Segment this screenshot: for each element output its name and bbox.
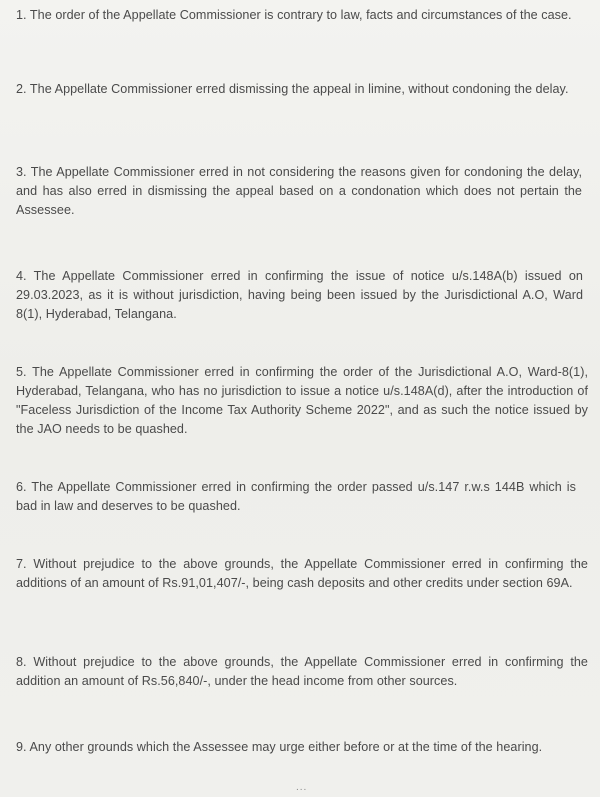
ground-9: 9. Any other grounds which the Assessee may urge either before or at the time of the hearing. [16,740,543,754]
ground-7: 7. Without prejudice to the above grounds, the Appellate Commissioner erred in confirming the additions of an amount of Rs.91,01,407/-, being cash deposits and other credits under section 69A. [16,557,588,590]
ground-4: 4. The Appellate Commissioner erred in confirming the issue of notice u/s.148A(b) issued on 29.03.2023, as it is without jurisdiction, having being been issued by the Jurisdictional A.O, Ward 8(1), Hyderabad, Telangana. [16,269,583,321]
ground-3: 3. The Appellate Commissioner erred in not considering the reasons given for condoning the delay, and has also erred in dismissing the appeal based on a condonation which does not pertain the Assessee. [16,165,582,217]
ground-5: 5. The Appellate Commissioner erred in confirming the order of the Jurisdictional A.O, Ward-8(1), Hyderabad, Telangana, who has no jurisdiction to issue a notice u/s.148A(d), after the introduction of "Faceless Jurisdiction of the Income Tax Authority Scheme 2022", and as such the notice issued by the JAO needs to be quashed. [16,365,588,436]
ground-6: 6. The Appellate Commissioner erred in confirming the order passed u/s.147 r.w.s 144B which is bad in law and deserves to be quashed. [16,480,576,513]
ground-8: 8. Without prejudice to the above grounds, the Appellate Commissioner erred in confirming the addition an amount of Rs.56,840/-, under the head income from other sources. [16,655,588,688]
page-footer-mark: ... [296,782,308,793]
ground-1: 1. The order of the Appellate Commissioner is contrary to law, facts and circumstances of the case. [16,8,572,22]
ground-2: 2. The Appellate Commissioner erred dismissing the appeal in limine, without condoning the delay. [16,82,569,96]
